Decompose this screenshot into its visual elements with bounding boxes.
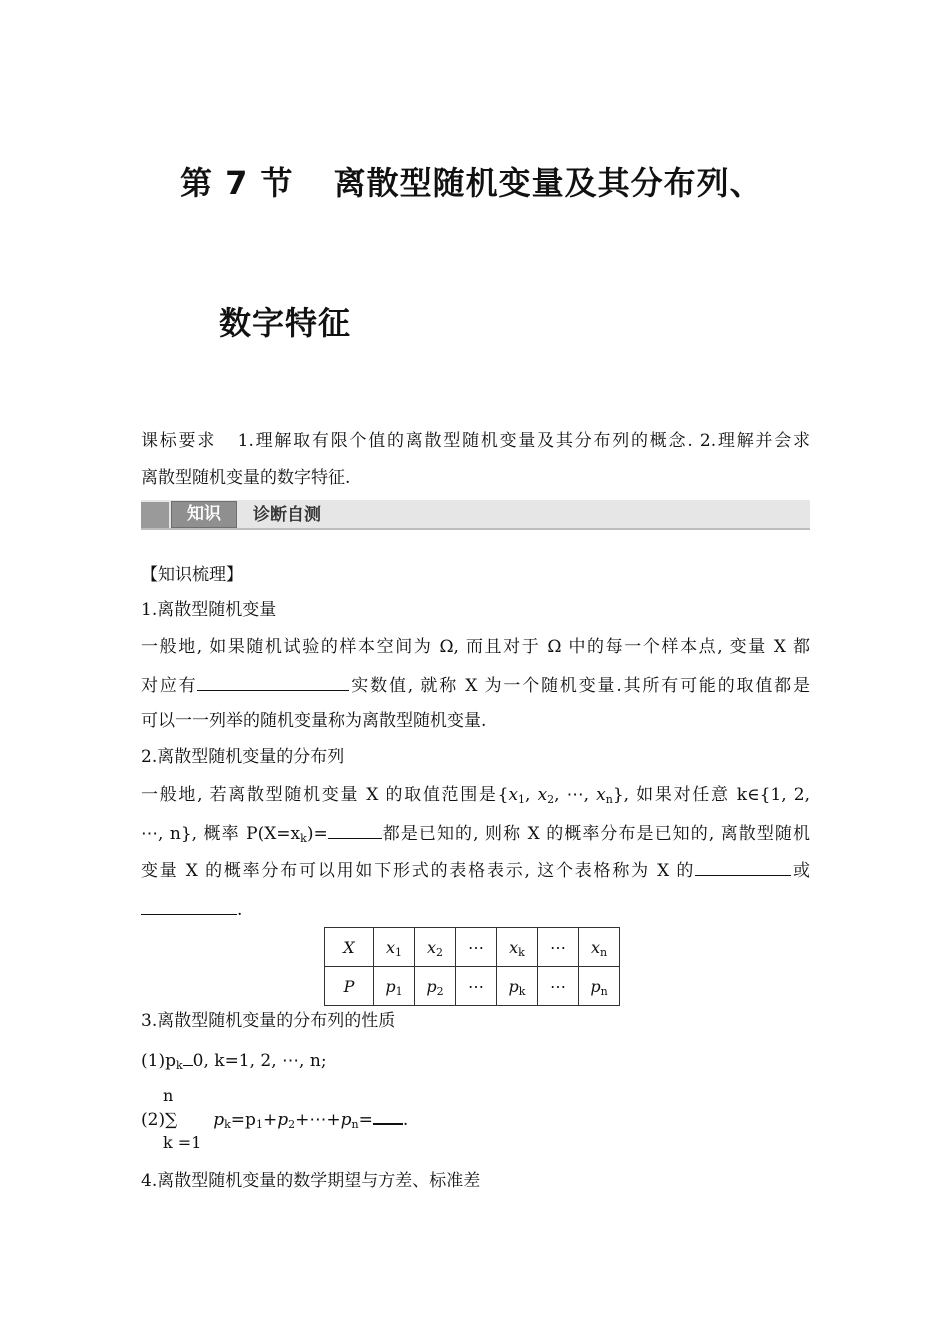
table-cell: $x_1$	[374, 928, 415, 967]
banner-lead-block	[141, 502, 169, 528]
fill-blank	[328, 820, 382, 839]
s1-p2a: 对应有	[141, 676, 198, 696]
s3-p1a: (1)p	[141, 1051, 176, 1071]
distribution-table	[324, 927, 620, 1006]
sum-lower: k =1	[163, 1133, 202, 1152]
table-cell: X	[325, 928, 374, 967]
fill-blank	[183, 1047, 193, 1066]
table-cell: $x_2$	[415, 928, 456, 967]
page-title-line2: 数字特征	[219, 304, 352, 342]
sum-upper: n	[163, 1086, 174, 1105]
requirement-line2: 离散型随机变量的数字特征.	[141, 468, 351, 488]
s3-p2-body: p	[213, 1110, 225, 1130]
requirement-text: 1.理解取有限个值的离散型随机变量及其分布列的概念. 2.理解并会求	[237, 431, 811, 451]
table-cell: $x_k$	[497, 928, 538, 967]
s2-para-line3	[141, 857, 810, 883]
sum-symbol: ∑	[165, 1110, 178, 1130]
table-cell: $p_n$	[579, 967, 620, 1006]
s1-p2b: 实数值, 就称 X 为一个随机变量.其所有可能的取值都是	[349, 676, 811, 696]
section-number: 第 7 节	[180, 164, 294, 202]
table-row	[325, 928, 620, 967]
s2-l2b: )=	[306, 824, 328, 844]
table-row	[325, 967, 620, 1006]
s1-para-line2	[141, 672, 810, 698]
s3-p2-prefix: (2)	[141, 1110, 166, 1130]
s3-heading: 3.离散型随机变量的分布列的性质	[141, 1011, 396, 1031]
s4-heading: 4.离散型随机变量的数学期望与方差、标准差	[141, 1171, 481, 1191]
s1-heading: 1.离散型随机变量	[141, 600, 277, 620]
table-cell: ⋯	[456, 928, 497, 967]
s3-p1b: 0, k=1, 2, ⋯, n;	[192, 1051, 327, 1071]
section-banner	[141, 500, 810, 530]
s1-para-line1: 一般地, 如果随机试验的样本空间为 Ω, 而且对于 Ω 中的每一个样本点, 变量 X 都	[141, 637, 810, 657]
s2-para-line1: 一般地, 若离散型随机变量 X 的取值范围是{$x_1$, $x_2$, ⋯, $x_n$}, 如果对任意 k∈{1, 2,	[141, 785, 810, 806]
s2-l1b: }, 如果对任意 k∈{1, 2,	[612, 785, 810, 805]
page-title-line1	[180, 158, 763, 204]
s2-l2c: 都是已知的, 则称 X 的概率分布是已知的, 离散型随机	[381, 824, 810, 844]
s2-l1a: 一般地, 若离散型随机变量 X 的取值范围是{	[141, 785, 509, 805]
fill-blank	[141, 896, 237, 915]
table-cell: $p_2$	[415, 967, 456, 1006]
s2-para-line4	[141, 896, 242, 922]
s2-l4: .	[237, 900, 243, 920]
s2-para-line2: ⋯, n}, 概率 $P(X=x_k)=$ 都是已知的, 则称 X 的概率分布是已知的, 离散型随机	[141, 820, 810, 846]
banner-tag: 知识	[171, 501, 237, 528]
s2-l3a: 变量 X 的概率分布可以用如下形式的表格表示, 这个表格称为 X 的	[141, 861, 696, 881]
s1-para-line3: 可以一一列举的随机变量称为离散型随机变量.	[141, 711, 487, 731]
table-cell: ⋯	[456, 967, 497, 1006]
requirement-label: 课标要求	[141, 431, 217, 451]
knowledge-heading: 【知识梳理】	[141, 565, 243, 585]
s2-l3b: 或	[791, 861, 810, 881]
s3-property1: $(1)p_k$ 0, k=1, 2, ⋯, n;	[141, 1047, 327, 1073]
fill-blank	[373, 1105, 403, 1125]
banner-subtitle: 诊断自测	[253, 505, 321, 525]
requirement-line1	[141, 429, 810, 453]
fill-blank	[197, 672, 349, 691]
s2-heading: 2.离散型随机变量的分布列	[141, 747, 345, 767]
table-cell: ⋯	[538, 967, 579, 1006]
table-cell: $x_n$	[579, 928, 620, 967]
table-cell: $p_k$	[497, 967, 538, 1006]
s2-l2a: ⋯, n}, 概率 P(X=x	[141, 824, 301, 844]
table-cell: $p_1$	[374, 967, 415, 1006]
title-text: 离散型随机变量及其分布列、	[333, 164, 763, 202]
fill-blank	[695, 857, 791, 876]
table-cell: ⋯	[538, 928, 579, 967]
table-cell: P	[325, 967, 374, 1006]
banner-bar	[141, 500, 810, 530]
s3-property2: (2)∑ $p_k=p_1+p_2+\cdots+p_n=$ .	[141, 1105, 408, 1132]
